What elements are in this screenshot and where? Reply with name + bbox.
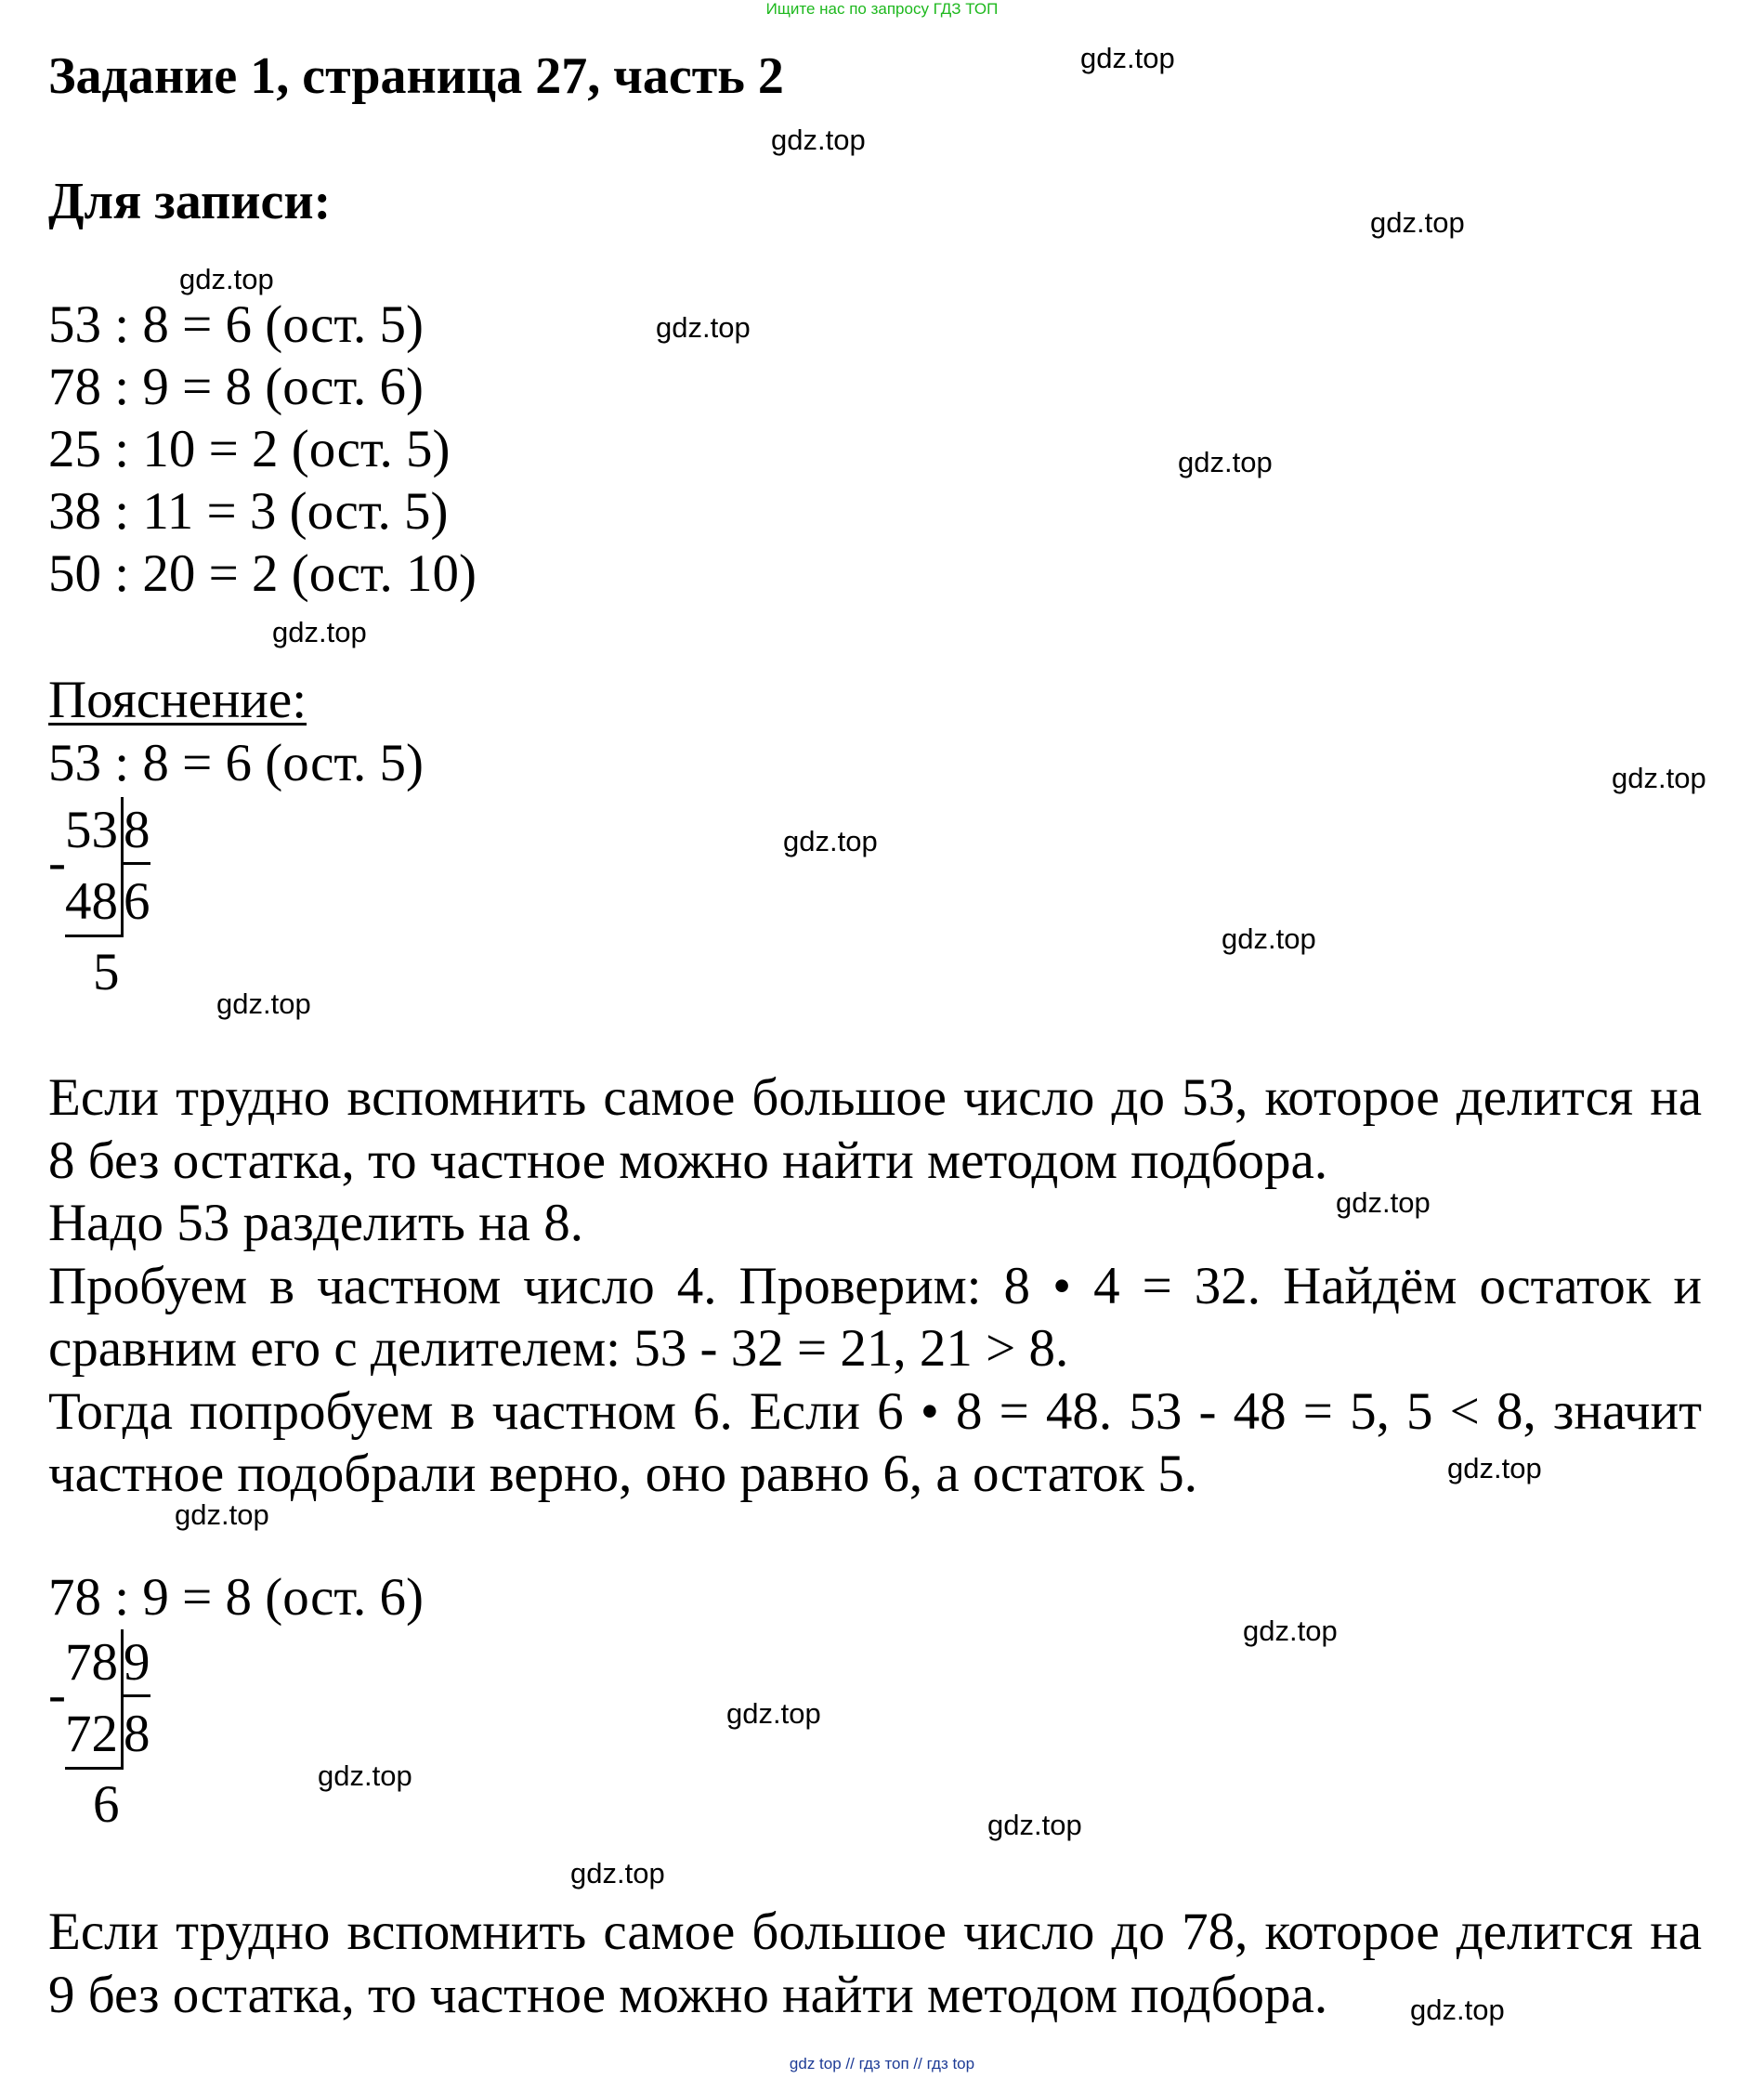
division-product: 48 bbox=[65, 872, 118, 931]
division-quotient: 8 bbox=[124, 1705, 150, 1763]
watermark: gdz.top bbox=[771, 124, 866, 156]
watermark: gdz.top bbox=[1336, 1186, 1431, 1219]
minus-sign: - bbox=[48, 833, 66, 892]
site-search-note: Ищите нас по запросу ГДЗ ТОП bbox=[765, 0, 999, 18]
record-line: 50 : 20 = 2 (ост. 10) bbox=[48, 544, 477, 603]
record-heading: Для записи: bbox=[48, 173, 332, 230]
division-vertical-bar bbox=[121, 797, 124, 936]
division-divisor-bar bbox=[121, 1694, 150, 1697]
watermark: gdz.top bbox=[1080, 42, 1175, 74]
page-title: Задание 1, страница 27, часть 2 bbox=[48, 47, 784, 105]
example1-explanation bbox=[48, 1066, 1702, 1506]
division-vertical-bar bbox=[121, 1629, 124, 1769]
explanation-paragraph: Если трудно вспомнить самое большое число до 78, которое делится на 9 без остатка, то частное можно найти методом подбора. bbox=[48, 1902, 1702, 2024]
record-line: 38 : 11 = 3 (ост. 5) bbox=[48, 482, 449, 541]
record-line: 25 : 10 = 2 (ост. 5) bbox=[48, 420, 451, 478]
record-line: 53 : 8 = 6 (ост. 5) bbox=[48, 295, 425, 354]
watermark: gdz.top bbox=[179, 263, 274, 295]
division-divisor: 9 bbox=[124, 1633, 150, 1692]
watermark: gdz.top bbox=[1612, 762, 1706, 794]
division-remainder: 5 bbox=[93, 943, 120, 1001]
division-remainder: 6 bbox=[93, 1775, 120, 1834]
explanation-paragraph: Пробуем в частном число 4. Проверим: 8 • 4 = 32. Найдём остаток и сравним его с делителем: 53 - 32 = 21, 21 > 8. bbox=[48, 1256, 1702, 1378]
division-subtract-bar bbox=[65, 935, 124, 937]
explanation-heading: Пояснение: bbox=[48, 671, 307, 729]
watermark: gdz.top bbox=[1410, 1994, 1505, 2026]
division-divisor: 8 bbox=[124, 801, 150, 859]
minus-sign: - bbox=[48, 1666, 66, 1724]
example1-equation: 53 : 8 = 6 (ост. 5) bbox=[48, 734, 425, 792]
division-product: 72 bbox=[65, 1705, 118, 1763]
watermark: gdz.top bbox=[656, 311, 751, 344]
watermark: gdz.top bbox=[1447, 1452, 1542, 1484]
watermark: gdz.top bbox=[1222, 922, 1316, 955]
division-dividend: 53 bbox=[65, 801, 118, 859]
explanation-paragraph: Надо 53 разделить на 8. bbox=[48, 1194, 583, 1252]
watermark: gdz.top bbox=[318, 1759, 412, 1792]
example2-equation: 78 : 9 = 8 (ост. 6) bbox=[48, 1568, 425, 1627]
watermark: gdz.top bbox=[570, 1857, 665, 1889]
explanation-paragraph: Если трудно вспомнить самое большое число до 53, которое делится на 8 без остатка, то частное можно найти методом подбора. bbox=[48, 1068, 1702, 1190]
watermark: gdz.top bbox=[1178, 446, 1273, 478]
watermark: gdz.top bbox=[783, 825, 878, 857]
watermark: gdz.top bbox=[272, 616, 367, 648]
record-line: 78 : 9 = 8 (ост. 6) bbox=[48, 358, 425, 416]
watermark: gdz.top bbox=[726, 1697, 821, 1730]
division-divisor-bar bbox=[121, 862, 150, 865]
watermark: gdz.top bbox=[175, 1498, 269, 1531]
division-subtract-bar bbox=[65, 1767, 124, 1770]
watermark: gdz.top bbox=[1370, 206, 1465, 239]
watermark: gdz.top bbox=[216, 987, 311, 1020]
division-quotient: 6 bbox=[124, 872, 150, 931]
site-footer-note: gdz top // гдз топ // гдз top bbox=[789, 2055, 975, 2072]
watermark: gdz.top bbox=[1243, 1615, 1338, 1647]
watermark: gdz.top bbox=[987, 1809, 1082, 1841]
explanation-paragraph: Тогда попробуем в частном 6. Если 6 • 8 = 48. 53 - 48 = 5, 5 < 8, значит частное подобрали верно, оно равно 6, а остаток 5. bbox=[48, 1381, 1702, 1503]
division-dividend: 78 bbox=[65, 1633, 118, 1692]
